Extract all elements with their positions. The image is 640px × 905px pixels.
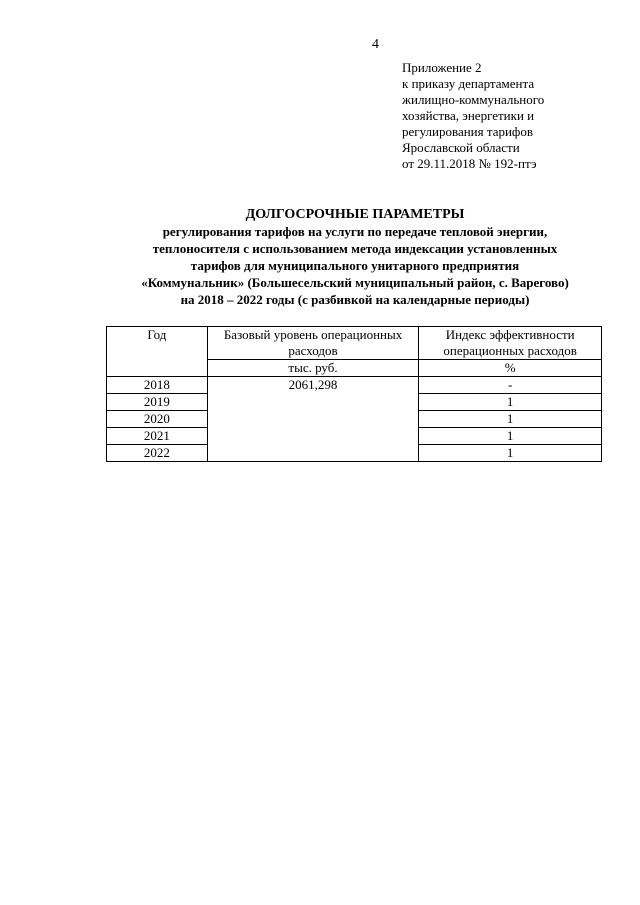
row-year: 2020 xyxy=(107,411,208,428)
title-line: на 2018 – 2022 годы (с разбивкой на календарные периоды) xyxy=(180,292,530,307)
title-heading: ДОЛГОСРОЧНЫЕ ПАРАМЕТРЫ xyxy=(245,207,465,222)
appendix-line: от 29.11.2018 № 192-птэ xyxy=(402,156,537,171)
unit-base-level: тыс. руб. xyxy=(207,360,419,377)
row-year: 2018 xyxy=(107,377,208,394)
row-year: 2019 xyxy=(107,394,208,411)
row-year: 2021 xyxy=(107,428,208,445)
parameters-table xyxy=(106,326,602,462)
row-index: 1 xyxy=(419,445,602,462)
appendix-line: жилищно-коммунального xyxy=(402,92,545,107)
header-efficiency-index: Индекс эффективности операционных расходов xyxy=(419,327,602,360)
table-header-row xyxy=(107,327,602,360)
title-line: регулирования тарифов на услуги по передаче тепловой энергии, xyxy=(162,224,548,239)
unit-efficiency-index: % xyxy=(419,360,602,377)
title-line: «Коммунальник» (Большесельский муниципальный район, с. Варегово) xyxy=(141,275,569,290)
appendix-line: хозяйства, энергетики и xyxy=(402,108,535,123)
row-index: 1 xyxy=(419,428,602,445)
table-row xyxy=(107,377,602,394)
appendix-block xyxy=(402,60,544,172)
appendix-line: Ярославской области xyxy=(402,140,520,155)
appendix-line: Приложение 2 xyxy=(402,60,482,75)
title-line: тарифов для муниципального унитарного предприятия xyxy=(190,258,520,273)
document-title xyxy=(100,206,610,308)
row-index: - xyxy=(419,377,602,394)
row-year: 2022 xyxy=(107,445,208,462)
appendix-line: к приказу департамента xyxy=(402,76,535,91)
row-index: 1 xyxy=(419,394,602,411)
page-number: 4 xyxy=(372,37,379,52)
header-base-level: Базовый уровень операционных расходов xyxy=(207,327,419,360)
row-index: 1 xyxy=(419,411,602,428)
base-level-value: 2061,298 xyxy=(207,377,419,462)
header-year: Год xyxy=(107,327,208,377)
title-line: теплоносителя с использованием метода индексации установленных xyxy=(152,241,558,256)
appendix-line: регулирования тарифов xyxy=(402,124,533,139)
